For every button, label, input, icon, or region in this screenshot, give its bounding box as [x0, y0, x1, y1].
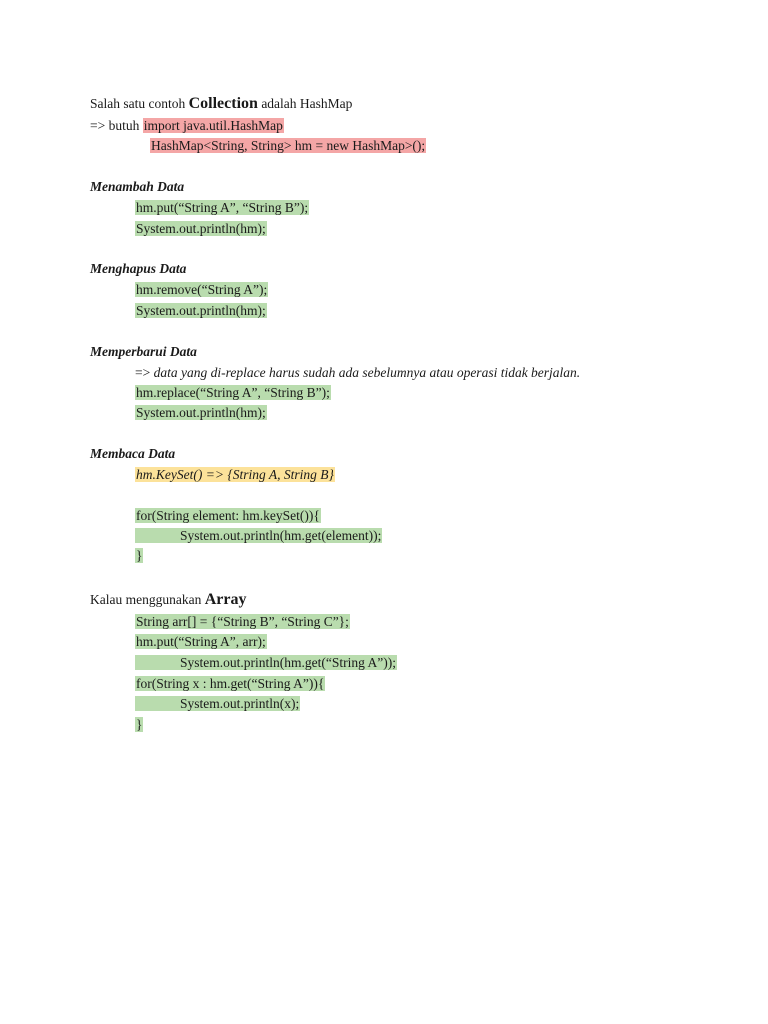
decl-line	[150, 136, 426, 156]
code-line	[135, 526, 382, 546]
code-println: System.out.println(x);	[135, 696, 300, 711]
intro-suffix: adalah HashMap	[257, 96, 353, 111]
code-line	[135, 403, 267, 423]
import-prefix: => butuh	[90, 118, 143, 133]
intro-prefix: Salah satu contoh	[90, 96, 189, 111]
code-replace: hm.replace(“String A”, “String B”);	[136, 385, 330, 400]
code-line	[135, 632, 267, 652]
code-println: System.out.println(hm.get(“String A”));	[135, 655, 397, 670]
heading-update: Memperbarui Data	[90, 344, 197, 359]
code-line	[135, 674, 325, 694]
code-line	[135, 280, 268, 300]
note-text: data yang di-replace harus sudah ada sebelumnya atau operasi tidak berjalan.	[153, 365, 581, 380]
code-line	[135, 219, 267, 239]
code-line	[135, 506, 321, 526]
code-println: System.out.println(hm);	[136, 405, 266, 420]
code-brace: }	[136, 717, 143, 732]
code-remove: hm.remove(“String A”);	[136, 282, 268, 297]
code-println: System.out.println(hm);	[136, 221, 266, 236]
code-line	[135, 715, 143, 735]
code-line	[135, 694, 300, 714]
code-line	[135, 546, 143, 566]
note-prefix: =>	[135, 365, 154, 380]
update-note	[135, 363, 580, 383]
import-line	[90, 116, 284, 136]
import-code: import java.util.HashMap	[143, 118, 283, 133]
code-line	[135, 301, 267, 321]
code-line	[135, 465, 335, 485]
heading-add: Menambah Data	[90, 179, 185, 194]
heading-read: Membaca Data	[90, 446, 176, 461]
code-array-decl: String arr[] = {“String B”, “String C”};	[136, 614, 349, 629]
array-keyword: Array	[204, 591, 247, 608]
code-line	[135, 653, 397, 673]
code-put: hm.put(“String A”, “String B”);	[136, 200, 309, 215]
heading-remove: Menghapus Data	[90, 261, 187, 276]
code-println: System.out.println(hm.get(element));	[135, 528, 382, 543]
code-line	[135, 612, 350, 632]
code-println: System.out.println(hm);	[136, 303, 266, 318]
decl-code: HashMap<String, String> hm = new HashMap>();	[151, 138, 426, 153]
code-line	[135, 198, 309, 218]
code-for: for(String element: hm.keySet()){	[136, 508, 320, 523]
code-put-array: hm.put(“String A”, arr);	[136, 634, 266, 649]
code-for: for(String x : hm.get(“String A”)){	[136, 676, 325, 691]
array-intro	[90, 590, 246, 610]
array-prefix: Kalau menggunakan	[90, 592, 205, 607]
intro-line	[90, 94, 352, 114]
code-keyset: hm.KeySet() => {String A, String B}	[136, 467, 334, 482]
collection-keyword: Collection	[188, 95, 258, 112]
code-brace: }	[136, 548, 143, 563]
code-line	[135, 383, 331, 403]
